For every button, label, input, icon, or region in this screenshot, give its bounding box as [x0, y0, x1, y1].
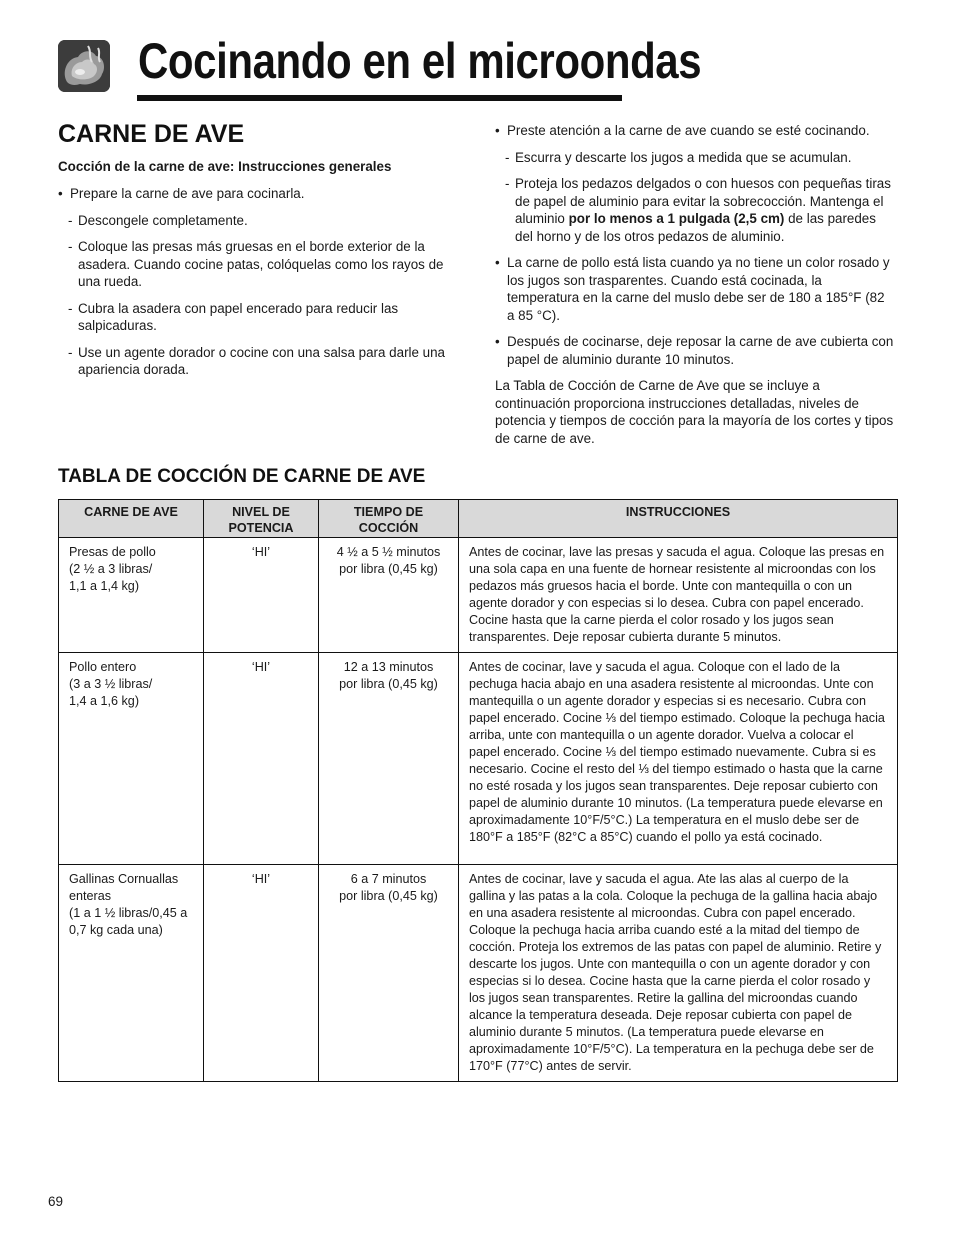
cooking-table	[58, 499, 898, 1082]
cell-tiempo	[319, 865, 459, 1082]
cell-line: 12 a 13 minutos	[343, 660, 434, 674]
bold-distance: por lo menos a 1 pulgada (2,5 cm)	[568, 211, 785, 226]
cell-carne-de-ave	[59, 653, 204, 865]
right-column	[495, 122, 895, 447]
cell-instrucciones: Antes de cocinar, lave las presas y sacuda el agua. Coloque las presas en una sola capa en una fuente de hornear resistente al microondas con los pedazos más gruesos hacia el borde. Unte con mantequilla o con un agente dorador y con especias si lo desea. Cubra con papel encerado. Cocine hasta que la carne pierda el color rosado y los jugos sean transparentes. Deje reposar cubierta durante 5 minutos.	[459, 538, 898, 653]
list-item: - Coloque las presas más gruesas en el borde exterior de la asadera. Cuando cocine patas, colóquelas como los rayos de una rueda.	[58, 238, 468, 291]
table-header-row	[59, 500, 898, 538]
cell-line: 4 ½ a 5 ½ minutos	[336, 545, 441, 559]
cell-line: Pollo entero	[69, 660, 137, 674]
cell-line: por libra (0,45 kg)	[339, 677, 438, 691]
list-item: - Descongele completamente.	[58, 212, 468, 230]
cell-nivel: ‘HI’	[204, 653, 319, 865]
cell-carne-de-ave	[59, 538, 204, 653]
table-row	[59, 865, 898, 1082]
cell-line: enteras	[69, 889, 112, 903]
cell-line: (2 ½ a 3 libras/	[69, 562, 153, 576]
list-item: - Cubra la asadera con papel encerado para reducir las salpicaduras.	[58, 300, 468, 335]
header-carne-de-ave: CARNE DE AVE	[59, 500, 204, 538]
sub-text: Proteja los pedazos delgados o con huesos con pequeñas tiras de papel de aluminio para evitar la sobrecocción. Mantenga el aluminio	[515, 176, 891, 226]
left-column	[58, 118, 468, 379]
list-item: - Use un agente dorador o cocine con una salsa para darle una apariencia dorada.	[58, 344, 468, 379]
chicken-steam-icon	[58, 40, 110, 92]
list-item: • Después de cocinarse, deje reposar la carne de ave cubierta con papel de aluminio durante 10 minutos.	[495, 333, 895, 368]
cell-line: 1,1 a 1,4 kg)	[69, 579, 140, 593]
cell-line: Gallinas Cornuallas	[69, 872, 179, 886]
cell-instrucciones: Antes de cocinar, lave y sacuda el agua. Ate las alas al cuerpo de la gallina y las patas a la cola. Coloque la pechuga de la gallina hacia abajo en una asadera resistente al microondas. Cubra con papel encerado. Coloque la pechuga hacia arriba cuando esté a la mitad del tiempo de cocción. Proteja los extremos de las patas con papel de aluminio. Retire y descarte los jugos. Unte con mantequilla o con un agente dorador y con especias si lo desea. Cocine hasta que la carne pierda el color rosado y los jugos sean transparentes. Retire la gallina del microondas cuando alcance la temperatura deseada. Deje reposar cubierta con papel de aluminio durante 5 minutos. (La temperatura puede elevarse en aproximadamente 10°F/5°C). La temperatura en la pechuga debe ser de 170°F (77°C) antes de servir.	[459, 865, 898, 1082]
table-row	[59, 653, 898, 865]
cell-tiempo	[319, 538, 459, 653]
cell-instrucciones: Antes de cocinar, lave y sacuda el agua. Coloque con el lado de la pechuga hacia abajo en una asadera resistente al microondas. Unte con mantequilla o un agente dorador y especias si es necesario. Cubra con papel encerado. Cocine ⅓ del tiempo estimado. Coloque la pechuga hacia arriba, unte con mantequilla o un agente dorador. Vuelva a colocar el papel encerado. Cocine ⅓ del tiempo estimado nuevamente. Cubra si es necesario. Cocine el resto del ⅓ del tiempo estimado o hasta que la carne no esté rosada y los jugos sean transparentes. Deje reposar cubierto con papel de aluminio durante 10 minutos. (La temperatura puede elevarse en aproximadamente 10°F/5°C.) La temperatura en el muslo debe ser de 180°F a 185°F (82°C a 85°C) cuando el pollo ya está cocinado.	[459, 653, 898, 865]
cell-line: por libra (0,45 kg)	[339, 889, 438, 903]
list-item: • Prepare la carne de ave para cocinarla.	[58, 185, 468, 203]
cell-line: 0,7 kg cada una)	[69, 923, 163, 937]
header-tiempo-coccion: TIEMPO DE COCCIÓN	[319, 500, 459, 538]
cell-tiempo	[319, 653, 459, 865]
table-row	[59, 538, 898, 653]
page-title: Cocinando en el microondas	[138, 33, 702, 89]
preparation-list	[58, 185, 468, 379]
table-title: TABLA DE COCCIÓN DE CARNE DE AVE	[58, 466, 426, 487]
list-item: • La carne de pollo está lista cuando ya no tiene un color rosado y los jugos son trasparentes. Cuando está cocinada, la temperatura en la carne del muslo debe ser de 180 a 185°F (82 a 85 °C).	[495, 254, 895, 324]
sub-text: de las paredes del horno y de los otros pedazos de aluminio.	[515, 211, 876, 244]
cell-line: por libra (0,45 kg)	[339, 562, 438, 576]
list-item: - Escurra y descarte los jugos a medida que se acumulan.	[495, 149, 895, 167]
cell-carne-de-ave	[59, 865, 204, 1082]
cell-line: Presas de pollo	[69, 545, 156, 559]
cell-line: (1 a 1 ½ libras/0,45 a	[69, 906, 188, 920]
cell-nivel: ‘HI’	[204, 865, 319, 1082]
subheading: Cocción de la carne de ave: Instrucciones generales	[58, 159, 392, 174]
header-instrucciones: INSTRUCCIONES	[459, 500, 898, 538]
cell-line: (3 a 3 ½ libras/	[69, 677, 153, 691]
page-number: 69	[48, 1194, 64, 1209]
section-title: CARNE DE AVE	[58, 120, 245, 148]
cooking-tips-list	[495, 122, 895, 447]
header-nivel-potencia: NIVEL DE POTENCIA	[204, 500, 319, 538]
cell-nivel: ‘HI’	[204, 538, 319, 653]
cell-line: 6 a 7 minutos	[350, 872, 427, 886]
intro-paragraph: La Tabla de Cocción de Carne de Ave que se incluye a continuación proporciona instrucciones detalladas, niveles de potencia y tiempos de cocción para la mayoría de los cortes y tipos de carne de ave.	[495, 378, 894, 446]
title-underline	[137, 95, 622, 101]
list-item: • Preste atención a la carne de ave cuando se esté cocinando.	[495, 122, 895, 140]
cell-line: 1,4 a 1,6 kg)	[69, 694, 140, 708]
list-item	[495, 175, 895, 245]
